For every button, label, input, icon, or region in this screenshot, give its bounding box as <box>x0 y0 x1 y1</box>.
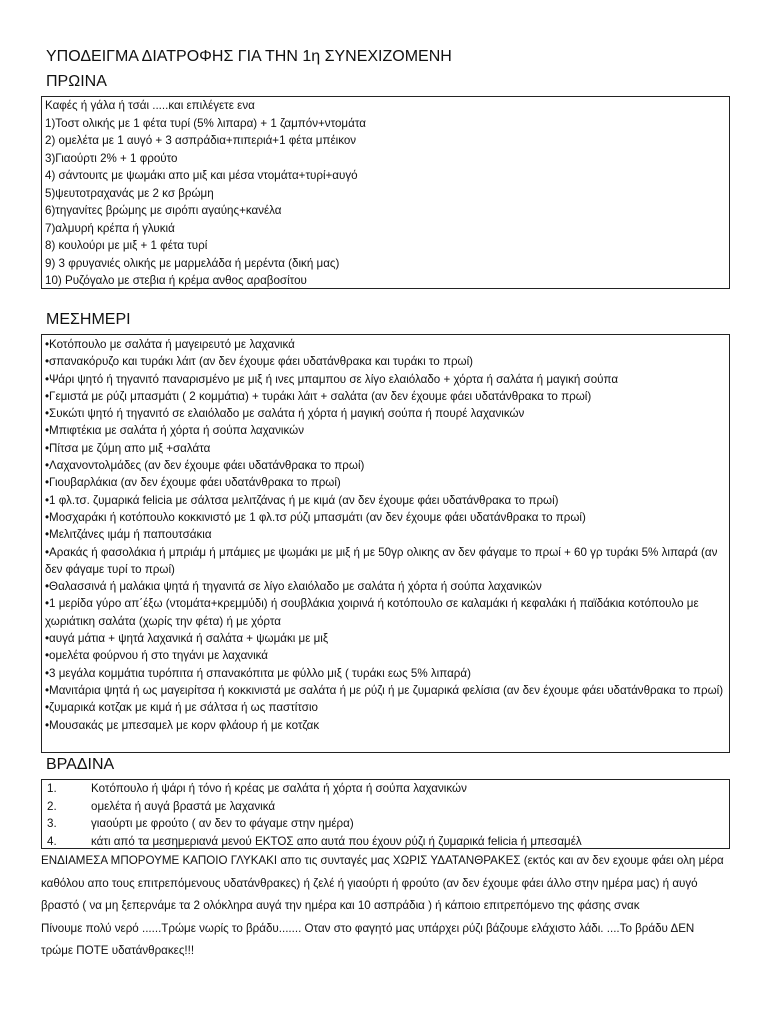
breakfast-line: 4) σάντουιτς με ψωμάκι απο μιξ και μέσα ντομάτα+τυρί+αυγό <box>45 169 358 182</box>
dinner-item <box>42 833 729 851</box>
breakfast-line: 6)τηγανίτες βρώμης με σιρόπι αγαύης+κανέλα <box>45 204 282 217</box>
dinner-item-text: κάτι από τα μεσημεριανά μενού ΕΚΤΟΣ απο αυτά που έχουν ρύζι ή ζυμαρικά felicia ή μπεσαμέλ <box>91 834 582 848</box>
breakfast-line: 2) ομελέτα με 1 αυγό + 3 ασπράδια+πιπεριά+1 φέτα μπέικον <box>45 134 357 147</box>
lunch-line: •Γεμιστά με ρύζι μπασμάτι ( 2 κομμάτια) + τυράκι λάιτ + σαλάτα (αν δεν έχουμε φάει υδατάνθρακα το πρωί) <box>45 389 592 403</box>
breakfast-box <box>41 96 730 289</box>
lunch-line: •Μπιφτέκια με σαλάτα ή χόρτα ή σούπα λαχανικών <box>45 424 304 438</box>
lunch-line: •Συκώτι ψητό ή τηγανιτό σε ελαιόλαδο με σαλάτα ή χόρτα ή μαγική σούπα ή πουρέ λαχανικών <box>45 407 525 421</box>
dinner-item-text: Κοτόπουλο ή ψάρι ή τόνο ή κρέας με σαλάτα ή χόρτα ή σούπα λαχανικών <box>91 782 467 795</box>
lunch-line: •Πίτσα με ζύμη απο μιξ +σαλάτα <box>45 441 211 455</box>
dinner-item-number: 1. <box>47 782 57 795</box>
lunch-line: •Θαλασσινά ή μαλάκια ψητά ή τηγανιτά σε λίγο ελαιόλαδο με σαλάτα ή χόρτα ή σούπα λαχανικών <box>45 580 542 594</box>
breakfast-line: 10) Ρυζόγαλο με στεβια ή κρέμα ανθος αραβοσίτου <box>45 274 307 287</box>
breakfast-line: 3)Γιαούρτι 2% + 1 φρούτο <box>45 151 178 165</box>
breakfast-line: 7)αλμυρή κρέπα ή γλυκιά <box>45 221 175 235</box>
dinner-item-text: ομελέτα ή αυγά βραστά με λαχανικά <box>91 799 276 813</box>
lunch-box <box>41 334 730 753</box>
breakfast-line: 5)ψευτοτραχανάς με 2 κσ βρώμη <box>45 186 214 200</box>
lunch-line: •Λαχανοντολμάδες (αν δεν έχουμε φάει υδατάνθρακα το πρωί) <box>45 459 365 473</box>
lunch-line: •Μοσχαράκι ή κοτόπουλο κοκκινιστό με 1 φλ.τσ ρύζι μπασμάτι (αν δεν έχουμε φάει υδατάνθρακα το πρωί) <box>45 510 586 524</box>
dinner-item-text: γιαούρτι με φρούτο ( αν δεν το φάγαμε στην ημέρα) <box>91 817 354 830</box>
lunch-line: •ομελέτα φούρνου ή στο τηγάνι με λαχανικά <box>45 649 268 663</box>
dinner-item-number: 4. <box>47 834 57 848</box>
water-note: Πίνουμε πολύ νερό ......Τρώμε νωρίς το βράδυ....... Οταν στο φαγητό μας υπάρχει ρύζι βάζουμε ελάχιστο λάδι. ....Το βράδυ ΔΕΝ τρώμε ΠΟΤΕ υδατάνθρακες!!! <box>41 921 695 957</box>
lunch-line: •Αρακάς ή φασολάκια ή μπριάμ ή μπάμιες με ψωμάκι με μιξ ή με 50γρ ολικης αν δεν φάγαμε το πρωί + 60 γρ τυράκι 5% λιπαρά (αν δεν φάγαμε τυρί το πρωί) <box>45 545 718 576</box>
dinner-heading: ΒΡΑΔΙΝΑ <box>46 756 115 773</box>
lunch-line: •1 φλ.τσ. ζυμαρικά felicia με σάλτσα μελιτζάνας ή με κιμά (αν δεν έχουμε φάει υδατάνθρακα το πρωί) <box>45 493 559 507</box>
lunch-line: •1 μερίδα γύρο απ΄έξω (ντομάτα+κρεμμύδι) ή σουβλάκια χοιρινά ή κοτόπουλο σε καλαμάκι ή κεφαλάκι ή παϊδάκια κοτόπουλο με χωριάτικη σαλάτα (χωρίς την φέτα) ή με χόρτα <box>45 597 699 628</box>
lunch-heading: ΜΕΣΗΜΕΡΙ <box>46 311 131 328</box>
dinner-item-number: 2. <box>47 799 57 813</box>
lunch-line: •αυγά μάτια + ψητά λαχανικά ή σαλάτα + ψωμάκι με μιξ <box>45 632 329 646</box>
lunch-line: •Γιουβαρλάκια (αν δεν έχουμε φάει υδατάνθρακα το πρωί) <box>45 476 341 490</box>
lunch-line: •3 μεγάλα κομμάτια τυρόπιτα ή σπανακόπιτα με φύλλο μιξ ( τυράκι εως 5% λιπαρά) <box>45 666 471 680</box>
breakfast-line: 1)Τοστ ολικής με 1 φέτα τυρί (5% λιπαρα) + 1 ζαμπόν+ντομάτα <box>45 116 366 130</box>
dinner-box <box>41 779 730 849</box>
lunch-line: •Μουσακάς με μπεσαμελ με κορν φλάουρ ή με κοτζακ <box>45 718 320 732</box>
lunch-line: •Μελιτζάνες ιμάμ ή παπουτσάκια <box>45 528 212 542</box>
snack-note: ΕΝΔΙΑΜΕΣΑ ΜΠΟΡΟΥΜΕ ΚΑΠΟΙΟ ΓΛΥΚΑΚΙ απο τις συνταγές μας ΧΩΡΙΣ ΥΔΑΤΑΝΘΡΑΚΕΣ (εκτός και αν δεν εχουμε φάει ολη μέρα καθόλου απο τους επιτρεπόμενους υδατάνθρακες) ή ζελέ ή γιαούρτι ή φρούτο (αν δεν έχουμε φάει άλλο στην ημέρα μας) ή αυγό βραστό ( να μη ξεπερνάμε τα 2 ολόκληρα αυγά την ημέρα και 10 ασπράδια ) ή κάποιο επιτρεπόμενο της φάσης σνακ <box>41 854 724 912</box>
dinner-item <box>42 798 729 816</box>
breakfast-line: 8) κουλούρι με μιξ + 1 φέτα τυρί <box>45 239 208 252</box>
notes-section <box>41 850 727 963</box>
breakfast-line: Καφές ή γάλα ή τσάι .....και επιλέγετε ενα <box>45 99 255 112</box>
lunch-line: •ζυμαρικά κοτζακ με κιμά ή με σάλτσα ή ως παστίτσιο <box>45 701 318 715</box>
dinner-item-number: 3. <box>47 817 57 830</box>
lunch-line: •Μανιτάρια ψητά ή ως μαγειρίτσα ή κοκκινιστά με σαλάτα ή με ρύζι ή με ζυμαρικά φελίσια (αν δεν έχουμε φάει υδατάνθρακα το πρωί) <box>45 683 724 697</box>
lunch-line: •Ψάρι ψητό ή τηγανιτό παναρισμένο με μιξ ή ινες μπαμπου σε λίγο ελαιόλαδο + χόρτα ή σαλάτα ή μαγική σούπα <box>45 372 619 386</box>
dinner-item <box>42 815 729 833</box>
breakfast-heading: ΠΡΩΙΝΑ <box>46 73 107 90</box>
lunch-line: •σπανακόρυζο και τυράκι λάιτ (αν δεν έχουμε φάει υδατάνθρακα και τυράκι το πρωί) <box>45 355 474 369</box>
document-title: ΥΠΟΔΕΙΓΜΑ ΔΙΑΤΡΟΦΗΣ ΓΙΑ ΤΗΝ 1η ΣΥΝΕΧΙΖΟΜΕΝΗ <box>46 48 452 65</box>
breakfast-line: 9) 3 φρυγανιές ολικής με μαρμελάδα ή μερέντα (δική μας) <box>45 256 340 270</box>
lunch-line: •Κοτόπουλο με σαλάτα ή μαγειρευτό με λαχανικά <box>45 338 295 351</box>
dinner-item <box>42 780 729 798</box>
